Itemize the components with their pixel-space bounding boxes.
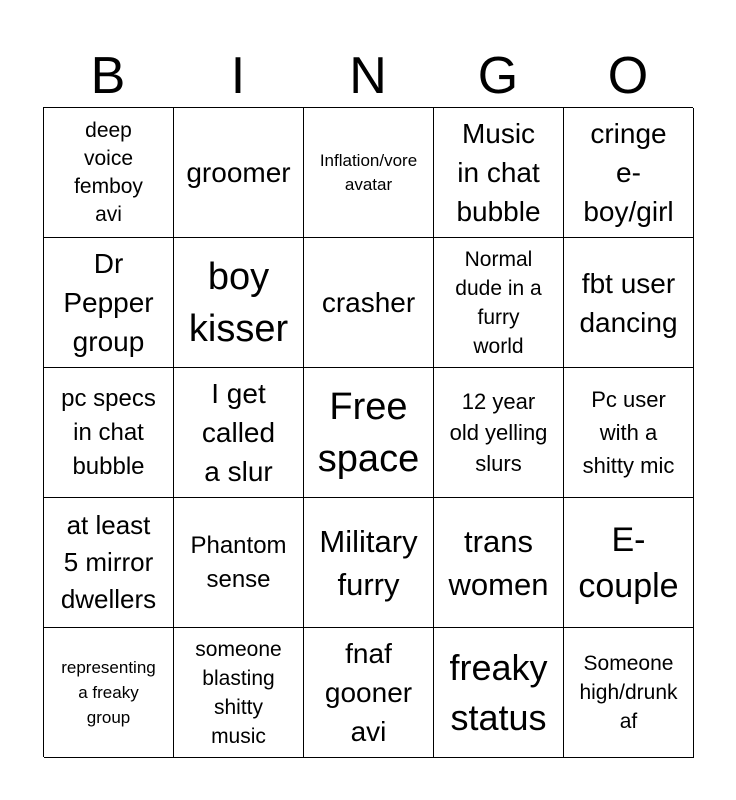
header-letter-n: N: [349, 47, 387, 105]
bingo-cell[interactable]: fnaf gooner avi: [304, 628, 434, 758]
header-letter-g: G: [477, 47, 519, 105]
bingo-cell[interactable]: Pc user with a shitty mic: [564, 368, 694, 498]
bingo-cell[interactable]: Normal dude in a furry world: [434, 238, 564, 368]
bingo-cell[interactable]: boy kisser: [174, 238, 304, 368]
bingo-cell[interactable]: fbt user dancing: [564, 238, 694, 368]
bingo-cell[interactable]: freaky status: [434, 628, 564, 758]
bingo-board: [43, 107, 693, 757]
bingo-header: [43, 44, 693, 108]
header-letter-i: I: [230, 47, 246, 105]
header-letter-o: O: [607, 47, 649, 105]
bingo-cell[interactable]: at least 5 mirror dwellers: [44, 498, 174, 628]
bingo-cell[interactable]: Music in chat bubble: [434, 108, 564, 238]
bingo-cell[interactable]: representing a freaky group: [44, 628, 174, 758]
bingo-cell[interactable]: Someone high/drunk af: [564, 628, 694, 758]
bingo-cell[interactable]: I get called a slur: [174, 368, 304, 498]
bingo-cell[interactable]: deep voice femboy avi: [44, 108, 174, 238]
bingo-cell-free-space[interactable]: Free space: [304, 368, 434, 498]
bingo-cell[interactable]: trans women: [434, 498, 564, 628]
bingo-cell[interactable]: cringe e- boy/girl: [564, 108, 694, 238]
bingo-cell[interactable]: Dr Pepper group: [44, 238, 174, 368]
bingo-cell[interactable]: groomer: [174, 108, 304, 238]
bingo-cell[interactable]: pc specs in chat bubble: [44, 368, 174, 498]
bingo-cell[interactable]: Military furry: [304, 498, 434, 628]
bingo-cell[interactable]: crasher: [304, 238, 434, 368]
bingo-cell[interactable]: E- couple: [564, 498, 694, 628]
bingo-cell[interactable]: Phantom sense: [174, 498, 304, 628]
bingo-cell[interactable]: someone blasting shitty music: [174, 628, 304, 758]
bingo-cell[interactable]: Inflation/vore avatar: [304, 108, 434, 238]
header-letter-b: B: [90, 47, 126, 105]
bingo-cell[interactable]: 12 year old yelling slurs: [434, 368, 564, 498]
